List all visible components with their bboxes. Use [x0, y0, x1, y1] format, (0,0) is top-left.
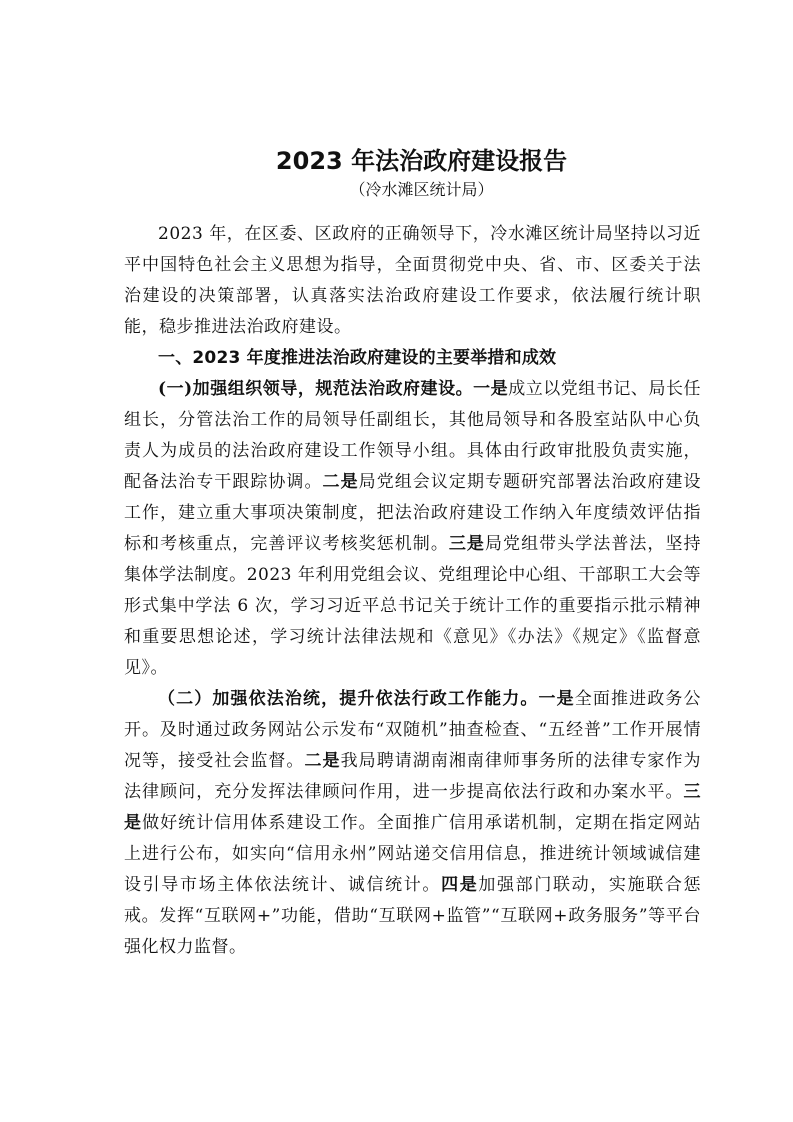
keyword-fourth: 四是 [441, 875, 479, 895]
point-text: 全面推进政务公开。及时通过政务网站公示发布“双随机”抽查检查、“五经普”工作开展情况等，接受社会监督。 [124, 689, 702, 771]
point-text: 我局聘请湖南湘南律师事务所的法律专家作为法律顾问，充分发挥法律顾问作用，进一步提高依法行政和办案水平。 [124, 751, 702, 802]
point-text: 局党组会议定期专题研究部署法治政府建设工作，建立重大事项决策制度，把法治政府建设工作纳入年度绩效评估指标和考核重点，完善评议考核奖惩机制。 [124, 472, 702, 554]
keyword-second: 二是 [304, 751, 341, 771]
document-subtitle: （冷水滩区统计局） [349, 180, 494, 199]
keyword-second: 二是 [322, 472, 359, 492]
intro-paragraph: 2023 年，在区委、区政府的正确领导下，冷水滩区统计局坚持以习近平中国特色社会主义思想为指导，全面贯彻党中央、省、市、区委关于法治建设的决策部署，认真落实法治政府建设工作要求，依法履行统计职能，稳步推进法治政府建设。 [124, 224, 701, 337]
subsection-1-heading: (一)加强组织领导，规范法治政府建设。 [158, 379, 474, 399]
point-text: 做好统计信用体系建设工作。全面推广信用承诺机制，定期在指定网站上进行公布，如实向“信用永州”网站递交信用信息，推进统计领域诚信建设引导市场主体依法统计、诚信统计。 [124, 813, 702, 895]
subsection-1-paragraph [124, 374, 701, 684]
subsection-2-paragraph [124, 684, 701, 963]
point-text: 成立以党组书记、局长任组长，分管法治工作的局领导任副组长，其他局领导和各股室站队中心负责人为成员的法治政府建设工作领导小组。具体由行政审批股负责实施，配备法治专干跟踪协调。 [124, 379, 702, 492]
section-heading-1: 一、2023 年度推进法治政府建设的主要举措和成效 [158, 348, 557, 368]
keyword-first: 一是 [538, 689, 575, 709]
keyword-third: 三是 [124, 782, 701, 833]
point-text: 加强部门联动，实施联合惩戒。发挥“互联网+”功能，借助“互联网+监管”“互联网+政务服务”等平台强化权力监督。 [124, 875, 702, 957]
document-page [124, 145, 701, 963]
keyword-third: 三是 [448, 534, 485, 554]
keyword-first: 一是 [473, 379, 509, 399]
document-title: 2023 年法治政府建设报告 [275, 147, 568, 175]
point-text: 局党组带头学法普法，坚持集体学法制度。2023 年利用党组会议、党组理论中心组、干部职工大会等形式集中学法 6 次，学习习近平总书记关于统计工作的重要指示批示精神和重要思想论述，学习统计法律法规和《意见》《办法》《规定》《监督意见》。 [124, 534, 702, 678]
subsection-2-heading: （二）加强依法治统，提升依法行政工作能力。 [158, 689, 539, 709]
